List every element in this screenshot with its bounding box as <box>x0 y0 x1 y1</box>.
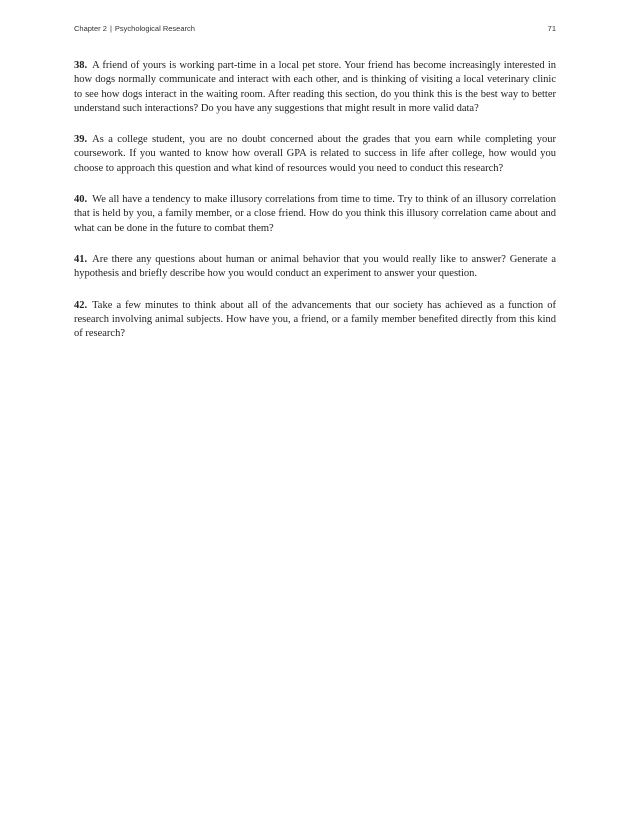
question-item <box>74 299 556 342</box>
chapter-title: Psychological Research <box>114 23 195 33</box>
question-list <box>74 59 556 358</box>
question-item <box>74 193 556 236</box>
question-text: As a college student, you are no doubt concerned about the grades that you earn while completing your coursework. If you wanted to know how overall GPA is related to success in life after college, how would you choose to approach this question and what kind of resources would you need to conduct this research? <box>74 134 556 174</box>
page-number: 71 <box>547 23 556 33</box>
question-text: A friend of yours is working part-time in a local pet store. Your friend has become increasingly interested in how dogs normally communicate and interact with each other, and is thinking of visiting a local veterinary clinic to see how dogs interact in the waiting room. After reading this section, do you think this is the best way to better understand such interactions? Do you have any suggestions that might result in more valid data? <box>74 60 556 114</box>
question-text: We all have a tendency to make illusory correlations from time to time. Try to think of an illusory correlation that is held by you, a family member, or a close friend. How do you think this illusory correlation came about and what can be done in the future to combat them? <box>74 194 556 234</box>
page-header <box>74 22 556 34</box>
question-item <box>74 133 556 176</box>
running-header <box>74 24 195 33</box>
question-number: 39. <box>74 134 88 146</box>
question-number: 42. <box>74 299 88 311</box>
question-number: 40. <box>74 194 88 206</box>
header-separator: | <box>109 23 112 33</box>
question-item <box>74 253 556 282</box>
question-text: Are there any questions about human or animal behavior that you would really like to answer? Generate a hypothesis and briefly describe how you would conduct an experiment to answer your question. <box>74 253 556 280</box>
question-number: 41. <box>74 253 88 265</box>
question-text: Take a few minutes to think about all of the advancements that our society has achieved as a function of research involving animal subjects. How have you, a friend, or a family member benefited directly from this kind of research? <box>74 299 556 340</box>
question-number: 38. <box>74 60 88 71</box>
chapter-label: Chapter 2 <box>74 23 107 33</box>
question-item <box>74 59 556 116</box>
